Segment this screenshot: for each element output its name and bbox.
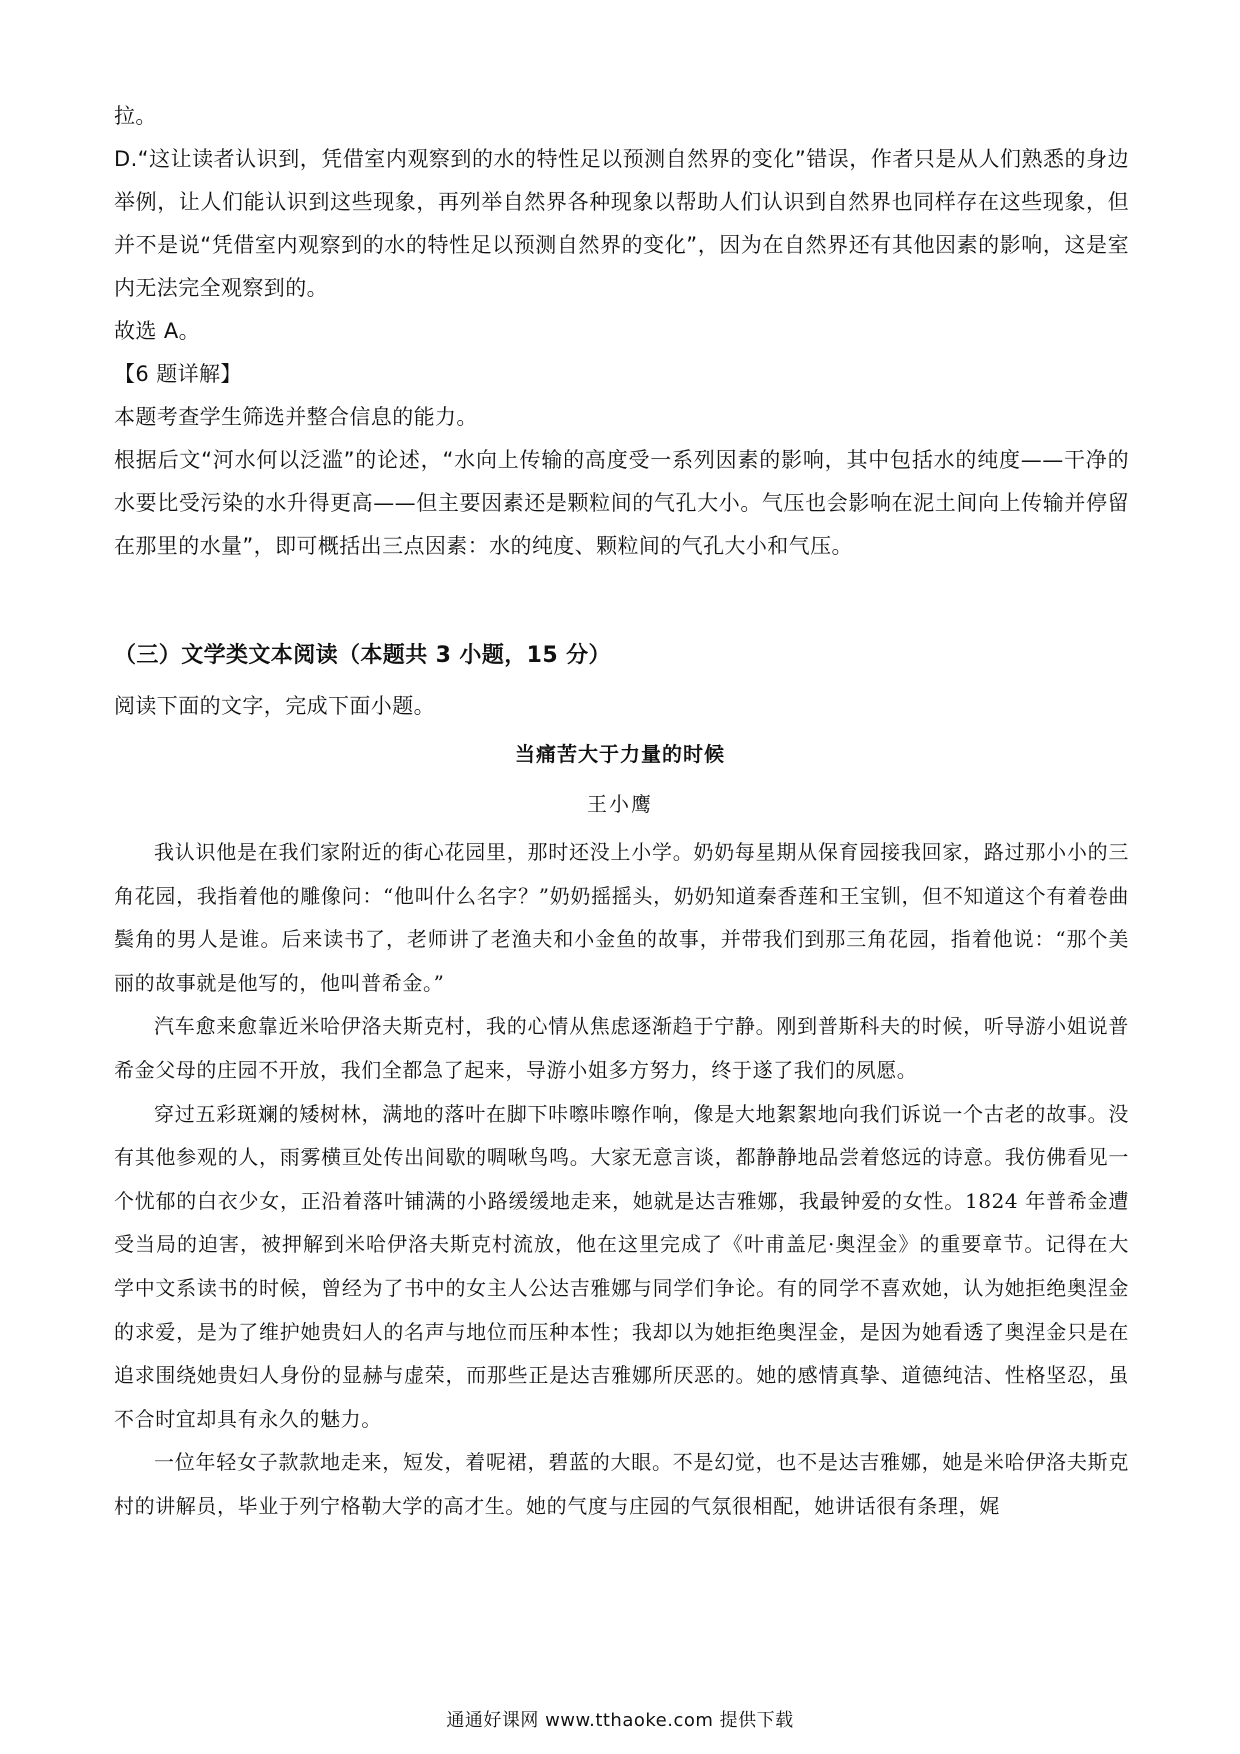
article-author: 王小鹰 [587,792,653,816]
answer-explanation [114,95,1129,568]
answer-paragraph: 根据后文“河水何以泛滥”的论述，“水向上传输的高度受一系列因素的影响，其中包括水的纯度——干净的水要比受污染的水升得更高——但主要因素还是颗粒间的气孔大小。气压也会影响在泥土间向上传输并停留在那里的水量”，即可概括出三点因素：水的纯度、颗粒间的气孔大小和气压。 [114,448,1129,558]
article-paragraph: 汽车愈来愈靠近米哈伊洛夫斯克村，我的心情从焦虑逐渐趋于宁静。刚到普斯科夫的时候，听导游小姐说普希金父母的庄园不开放，我们全都急了起来，导游小姐多方努力，终于遂了我们的夙愿。 [114,1014,1129,1082]
article-body [114,831,1129,1529]
article-title: 当痛苦大于力量的时候 [515,742,725,766]
reading-instruction: 阅读下面的文字，完成下面小题。 [114,694,435,718]
answer-paragraph: 本题考查学生筛选并整合信息的能力。 [114,405,478,429]
answer-paragraph: 故选 A。 [114,319,201,343]
question-detail-heading: 【6 题详解】 [114,362,242,386]
section-heading: （三）文学类文本阅读（本题共 3 小题，15 分） [114,643,611,668]
article-paragraph: 一位年轻女子款款地走来，短发，着呢裙，碧蓝的大眼。不是幻觉，也不是达吉雅娜，她是米哈伊洛夫斯克村的讲解员，毕业于列宁格勒大学的高才生。她的气度与庄园的气氛很相配，她讲话很有条理，娓 [114,1450,1129,1518]
answer-paragraph: 拉。 [114,104,157,128]
answer-paragraph: D.“这让读者认识到，凭借室内观察到的水的特性足以预测自然界的变化”错误，作者只是从人们熟悉的身边举例，让人们能认识到这些现象，再列举自然界各种现象以帮助人们认识到自然界也同样存在这些现象，但并不是说“凭借室内观察到的水的特性足以预测自然界的变化”，因为在自然界还有其他因素的影响，这是室内无法完全观察到的。 [114,147,1129,300]
download-footer: 通通好课网 www.tthaoke.com 提供下载 [446,1710,794,1731]
article-paragraph: 我认识他是在我们家附近的街心花园里，那时还没上小学。奶奶每星期从保育园接我回家，路过那小小的三角花园，我指着他的雕像问：“他叫什么名字？”奶奶摇摇头，奶奶知道秦香莲和王宝钏，但不知道这个有着卷曲鬓角的男人是谁。后来读书了，老师讲了老渔夫和小金鱼的故事，并带我们到那三角花园，指着他说：“那个美丽的故事就是他写的，他叫普希金。” [114,840,1129,995]
article-paragraph: 穿过五彩斑斓的矮树林，满地的落叶在脚下咔嚓咔嚓作响，像是大地絮絮地向我们诉说一个古老的故事。没有其他参观的人，雨雾横亘处传出间歇的啁啾鸟鸣。大家无意言谈，都静静地品尝着悠远的诗意。我仿佛看见一个忧郁的白衣少女，正沿着落叶铺满的小路缓缓地走来，她就是达吉雅娜，我最钟爱的女性。1824 年普希金遭受当局的迫害，被押解到米哈伊洛夫斯克村流放，他在这里完成了《叶甫盖尼·奥涅金》的重要章节。记得在大学中文系读书的时候，曾经为了书中的女主人公达吉雅娜与同学们争论。有的同学不喜欢她，认为她拒绝奥涅金的求爱，是为了维护她贵妇人的名声与地位而压种本性；我却以为她拒绝奥涅金，是因为她看透了奥涅金只是在追求围绕她贵妇人身份的显赫与虚荣，而那些正是达吉雅娜所厌恶的。她的感情真挚、道德纯洁、性格坚忍，虽不合时宜却具有永久的魅力。 [114,1101,1129,1431]
